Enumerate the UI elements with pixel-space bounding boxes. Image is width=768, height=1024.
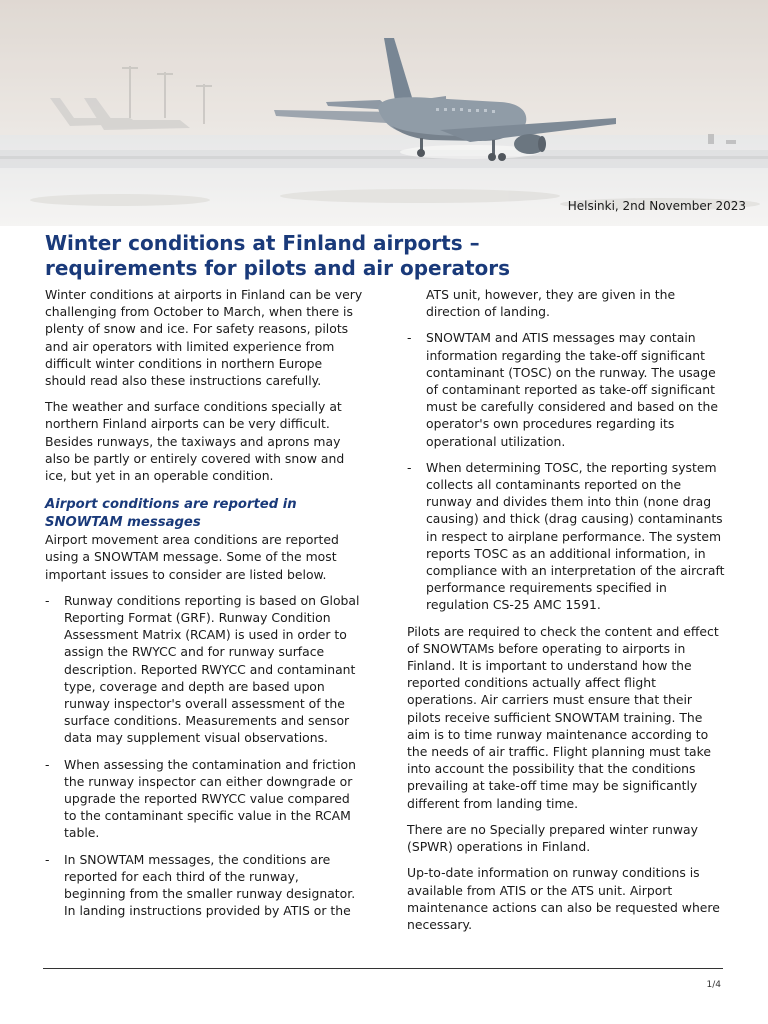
list-item <box>45 851 363 920</box>
document-title <box>45 231 725 281</box>
intro-paragraph-2: The weather and surface conditions specially at northern Finland airports can be very difficult. Besides runways, the taxiways and aprons may also be partly or entirely covered with snow and ice, but yet in an operable condition. <box>45 399 345 484</box>
section-heading <box>45 496 363 531</box>
title-line-1: Winter conditions at Finland airports – <box>45 231 480 255</box>
dateline: Helsinki, 2nd November 2023 <box>567 199 746 213</box>
page-number: 1/4 <box>706 980 721 990</box>
tosc-bullet-list <box>407 329 725 613</box>
dash-bullet-icon: - <box>45 592 50 608</box>
list-item <box>45 756 363 842</box>
list-item-text: In SNOWTAM messages, the conditions are reported for each third of the runway, beginning from the smaller runway designator. In landing instructions provided by ATIS or the <box>64 851 356 919</box>
airplane-winter-photo <box>0 0 768 226</box>
dash-bullet-icon: - <box>45 756 50 772</box>
left-column <box>45 286 363 929</box>
list-item <box>407 329 725 449</box>
list-item-text: When assessing the contamination and friction the runway inspector can either downgrade or upgrade the reported RWYCC value compared to the contaminant specific value in the RCAM table. <box>64 756 356 841</box>
right-column <box>407 286 725 942</box>
intro-paragraph-1: Winter conditions at airports in Finland can be very challenging from October to March, when there is plenty of snow and ice. For safety reasons, pilots and air operators with limited experience from difficult winter conditions in northern Europe should read also these instructions carefully. <box>45 287 363 389</box>
atis-paragraph: Up-to-date information on runway conditions is available from ATIS or the ATS unit. Airport maintenance actions can also be requested where necessary. <box>407 865 720 932</box>
list-item-text: When determining TOSC, the reporting system collects all contaminants reported on the runway and divides them into thin (none drag causing) and thick (drag causing) contaminants in respect to airplane performance. The system reports TOSC as an additional information, in compliance with an interpretation of the aircraft performance requirements specified in regulation CS-25 AMC 1591. <box>426 459 725 613</box>
snowtam-bullet-list <box>45 592 363 920</box>
section-paragraph: Airport movement area conditions are reported using a SNOWTAM message. Some of the most important issues to consider are listed below. <box>45 532 339 582</box>
dash-bullet-icon: - <box>407 330 412 346</box>
dash-bullet-icon: - <box>407 459 412 475</box>
title-line-2: requirements for pilots and air operators <box>45 256 511 280</box>
footer-divider <box>43 968 723 969</box>
header-photo <box>0 0 768 226</box>
pilots-paragraph: Pilots are required to check the content and effect of SNOWTAMs before operating to airports in Finland. It is important to understand how the reported conditions actually affect flight operations. Air carriers must ensure that their pilots receive sufficient SNOWTAM training. The aim is to time runway maintenance according to the needs of air traffic. Flight planning must take into account the possibility that the conditions prevailing at take-off time may be significantly different from landing time. <box>407 623 719 811</box>
list-item <box>45 592 363 747</box>
spwr-paragraph: There are no Specially prepared winter runway (SPWR) operations in Finland. <box>407 821 698 855</box>
section-heading-line-1: Airport conditions are reported in <box>45 497 297 513</box>
list-item-text: Runway conditions reporting is based on Global Reporting Format (GRF). Runway Condition Assessment Matrix (RCAM) is used in order to assign the RWYCC and for runway surface description. Reported RWYCC and contaminant type, coverage and depth are based upon runway inspector's overall assessment of the surface conditions. Measurements and sensor data may supplement visual observations. <box>64 592 360 746</box>
dash-bullet-icon: - <box>45 851 50 867</box>
list-item <box>407 459 725 614</box>
bullet-continuation: ATS unit, however, they are given in the direction of landing. <box>426 287 676 320</box>
list-item-text: SNOWTAM and ATIS messages may contain information regarding the take-off significant contaminant (TOSC) on the runway. The usage of contaminant reported as take-off significant must be carefully considered and based on the operator's own procedures regarding its operational utilization. <box>426 330 719 449</box>
section-heading-line-2: SNOWTAM messages <box>45 514 201 530</box>
